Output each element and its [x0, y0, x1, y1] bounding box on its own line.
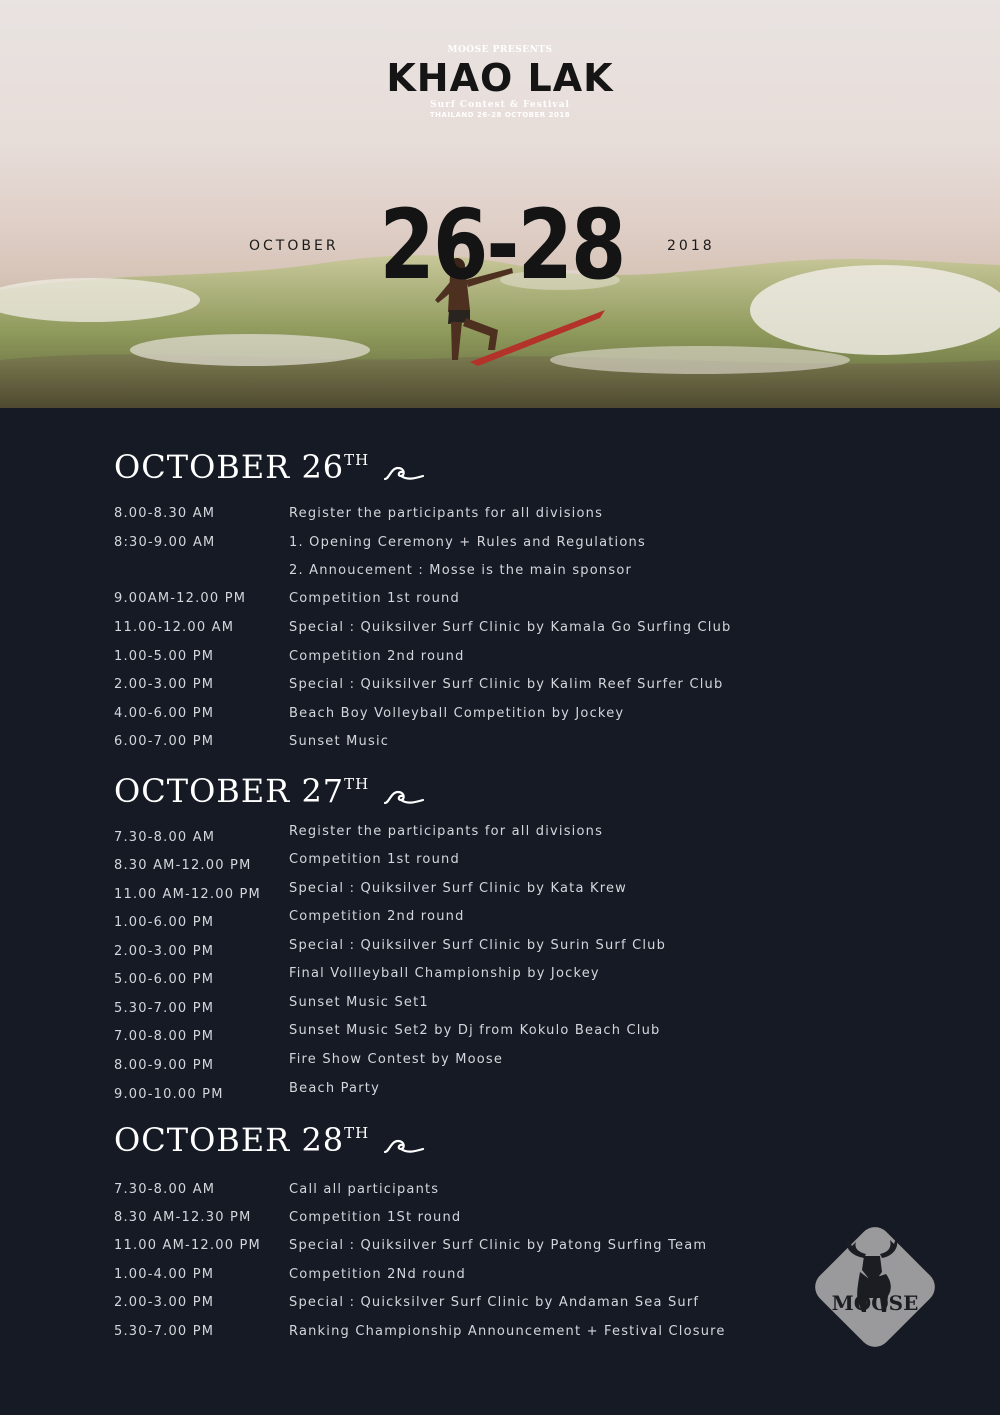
badge-label: MOOSE — [831, 1291, 919, 1315]
hero-year: 2018 — [667, 238, 715, 254]
event-description: Register the participants for all divisions — [289, 506, 604, 521]
event-time: 8.30 AM-12.00 PM — [114, 858, 252, 873]
event-time: 9.00AM-12.00 PM — [114, 591, 247, 606]
presents-text: MOOSE PRESENTS — [447, 45, 553, 55]
event-time: 1.00-4.00 PM — [114, 1267, 215, 1282]
schedule-row — [114, 649, 814, 669]
schedule-row — [114, 824, 814, 844]
schedule-row — [114, 938, 814, 958]
event-description: Sunset Music Set2 by Dj from Kokulo Beach Club — [289, 1023, 661, 1038]
event-description: Competition 2nd round — [289, 649, 465, 664]
event-time: 9.00-10.00 PM — [114, 1087, 224, 1102]
event-time: 8.00-8.30 AM — [114, 506, 216, 521]
event-time: 7.30-8.00 AM — [114, 830, 216, 845]
schedule-row — [114, 620, 814, 640]
event-description: Beach Boy Volleyball Competition by Jockey — [289, 706, 625, 721]
event-description: Sunset Music — [289, 734, 390, 749]
event-description: Final Vollleyball Championship by Jockey — [289, 966, 600, 981]
event-time: 2.00-3.00 PM — [114, 677, 215, 692]
schedule-row — [114, 1081, 814, 1101]
event-time: 8:30-9.00 AM — [114, 535, 216, 550]
event-description: Sunset Music Set1 — [289, 995, 429, 1010]
event-description: Special : Quiksilver Surf Clinic by Kata Krew — [289, 881, 627, 896]
schedule-row — [114, 1052, 814, 1072]
event-description: Fire Show Contest by Moose — [289, 1052, 504, 1067]
event-description: 1. Opening Ceremony + Rules and Regulations — [289, 535, 646, 550]
event-time: 8.00-9.00 PM — [114, 1058, 215, 1073]
schedule-row — [114, 852, 814, 872]
day-heading-suffix: TH — [344, 1124, 370, 1142]
schedule-row — [114, 909, 814, 929]
day-heading — [114, 772, 369, 810]
event-time: 2.00-3.00 PM — [114, 944, 215, 959]
event-time: 5.30-7.00 PM — [114, 1001, 215, 1016]
event-description: 2. Annoucement : Mosse is the main sponsor — [289, 563, 633, 578]
schedule-row — [114, 1023, 814, 1043]
event-logo-subtitle: Surf Contest & Festival — [430, 100, 570, 110]
schedule-row — [114, 1267, 814, 1287]
event-description: Competition 2Nd round — [289, 1267, 467, 1282]
schedule-row — [114, 677, 814, 697]
event-description: Special : Quiksilver Surf Clinic by Kalim Reef Surfer Club — [289, 677, 724, 692]
event-description: Special : Quiksilver Surf Clinic by Surin Surf Club — [289, 938, 667, 953]
schedule-row — [114, 591, 814, 611]
schedule-row — [114, 563, 814, 583]
schedule-row — [114, 1324, 814, 1344]
event-description: Special : Quicksilver Surf Clinic by Andaman Sea Surf — [289, 1295, 700, 1310]
schedule-row — [114, 706, 814, 726]
event-logo-title: KHAO LAK — [386, 56, 614, 100]
schedule-row — [114, 535, 814, 555]
schedule-row — [114, 506, 814, 526]
moose-sponsor-badge — [800, 1212, 950, 1362]
event-time: 6.00-7.00 PM — [114, 734, 215, 749]
hero-banner — [0, 0, 1000, 408]
event-time: 4.00-6.00 PM — [114, 706, 215, 721]
event-description: Competition 2nd round — [289, 909, 465, 924]
event-time: 8.30 AM-12.30 PM — [114, 1210, 252, 1225]
wave-icon — [383, 462, 425, 482]
event-time: 1.00-5.00 PM — [114, 649, 215, 664]
event-time: 7.00-8.00 PM — [114, 1029, 215, 1044]
schedule-row — [114, 881, 814, 901]
event-description: Competition 1St round — [289, 1210, 462, 1225]
event-time: 5.30-7.00 PM — [114, 1324, 215, 1339]
day-heading-text: OCTOBER 28 — [114, 1121, 345, 1159]
hero-dates: 26-28 — [379, 189, 625, 301]
event-logo-location-dates: THAILAND 26-28 OCTOBER 2018 — [429, 111, 571, 119]
event-time: 5.00-6.00 PM — [114, 972, 215, 987]
wave-icon — [383, 1135, 425, 1155]
event-time: 2.00-3.00 PM — [114, 1295, 215, 1310]
event-time: 11.00 AM-12.00 PM — [114, 1238, 261, 1253]
event-time: 11.00-12.00 AM — [114, 620, 235, 635]
event-description: Call all participants — [289, 1182, 440, 1197]
schedule-row — [114, 1210, 814, 1230]
event-time: 1.00-6.00 PM — [114, 915, 215, 930]
schedule-row — [114, 734, 814, 754]
event-description: Beach Party — [289, 1081, 380, 1096]
wave-icon — [383, 786, 425, 806]
day-heading-suffix: TH — [344, 451, 370, 469]
schedule-row — [114, 1238, 814, 1258]
hero-month: OCTOBER — [249, 238, 339, 254]
schedule-row — [114, 1295, 814, 1315]
event-time: 7.30-8.00 AM — [114, 1182, 216, 1197]
schedule-row — [114, 995, 814, 1015]
event-description: Ranking Championship Announcement + Festival Closure — [289, 1324, 726, 1339]
event-description: Special : Quiksilver Surf Clinic by Patong Surfing Team — [289, 1238, 708, 1253]
day-heading-text: OCTOBER 26 — [114, 448, 345, 486]
event-description: Competition 1st round — [289, 591, 460, 606]
event-description: Register the participants for all divisions — [289, 824, 604, 839]
day-heading — [114, 1121, 369, 1159]
event-description: Competition 1st round — [289, 852, 460, 867]
schedule-row — [114, 966, 814, 986]
event-description: Special : Quiksilver Surf Clinic by Kamala Go Surfing Club — [289, 620, 732, 635]
day-heading — [114, 448, 369, 486]
day-heading-text: OCTOBER 27 — [114, 772, 345, 810]
event-time: 11.00 AM-12.00 PM — [114, 887, 261, 902]
day-heading-suffix: TH — [344, 775, 370, 793]
schedule-row — [114, 1182, 814, 1202]
